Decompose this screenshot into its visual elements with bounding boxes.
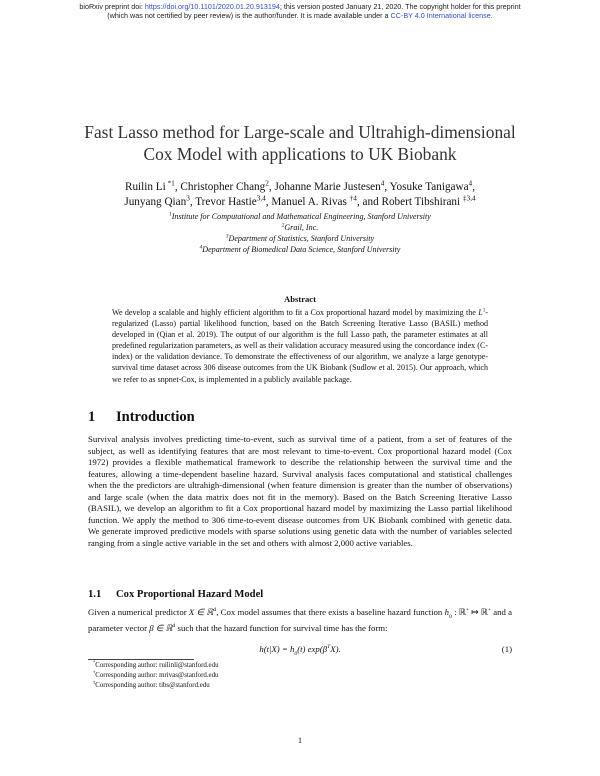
author-name: , Johanne Marie Justesen [268,181,381,193]
section-heading-introduction [88,409,195,426]
author-name: Ruilin Li [125,181,166,193]
preprint-header [0,3,600,20]
subsection-number: 1.1 [88,589,102,600]
abstract-text: We develop a scalable and highly efficient algorithm to fit a Cox proportional hazard model by maximizing the $L^1$-regularized (Lasso) partial likelihood function, based on the Batch Screening Iterative Lasso (BASIL) method developed in (Qian et al. 2019). The output of our algorithm is the full Lasso path, the parameter estimates at all predefined regularization parameters, as well as their validation accuracy measured using the concordance index (C-index) or the validation deviance. To demonstrate the effectiveness of our algorithm, we analyze a large genotype-survival time dataset across 306 disease outcomes from the UK Biobank (Sudlow et al. 2015). Our approach, which we refer to as snpnet-Cox, is implemented in a publicly available package. [112,307,488,384]
author-name: , and Robert Tibshirani [356,195,463,208]
affiliation: $^2$Grail, Inc. [281,222,319,232]
title-line1: Fast Lasso method for Large-scale and Ultrahigh-dimensional [84,122,516,142]
section-title: Introduction [116,409,195,425]
author-list [40,180,560,209]
affiliation: $^4$Department of Biomedical Data Science, Stanford University [199,244,401,254]
preprint-header-line2: (which was not certified by peer review) is the author/funder. It is made available under a CC-BY 4.0 International license. [107,10,493,20]
paper-title [40,121,560,165]
title-line2: Cox Model with applications to UK Biobank [143,144,457,164]
license-link[interactable]: CC-BY 4.0 International license [390,10,491,20]
subsection-heading-cox-model [88,589,263,600]
affiliations [40,211,560,255]
abstract-heading: Abstract [284,294,316,304]
author-name: Junyang Qian [124,195,187,208]
author-line2: Junyang Qian$^3$, Trevor Hastie$^{3,4}$, Manuel A. Rivas $^{\dagger 4}$, and Robert Tibshirani $^{\ddagger 3,4}$ [124,193,476,208]
author-name: , Trevor Hastie [189,195,257,208]
affiliation: $^1$Institute for Computational and Mathematical Engineering, Stanford University [169,211,431,221]
author-line1: Ruilin Li $^{*1}$, Christopher Chang$^2$, Johanne Marie Justesen$^4$, Yosuke Tanigawa$^4$, [125,179,475,193]
footnote: ‡Corresponding author: tibs@stanford.edu [93,679,210,689]
subsection-title: Cox Proportional Hazard Model [116,589,264,600]
author-name: , Yosuke Tanigawa [384,181,469,193]
footnote-rule [88,659,194,660]
preprint-header-line1: bioRxiv preprint doi: https://doi.org/10.1101/2020.01.20.913194; this version posted January 21, 2020. The copyright holder for this preprint [79,2,521,11]
cox-model-paragraph: Given a numerical predictor X ∈ ℝ$^d$, Cox model assumes that there exists a baseline hazard function $h_0$ : ℝ+ ↦ ℝ+ and a parameter vector β ∈ ℝ$^d$ such that the hazard function for survival time has the form: [88,607,512,634]
doi-link[interactable]: https://doi.org/10.1101/2020.01.20.913194 [144,2,280,11]
footnote: †Corresponding author: mrivas@stanford.edu [93,669,219,679]
page-number: 1 [297,735,303,745]
equation-number: (1) [501,644,512,654]
section-number: 1 [88,409,96,425]
author-name: , Manuel A. Rivas [265,195,350,208]
equation-body: $h(t|X) = h_0(t)$ $\exp(\beta^TX)$. [259,644,341,657]
affiliation: $^3$Department of Statistics, Stanford University [225,233,375,243]
author-name: , Christopher Chang [174,181,266,193]
introduction-paragraph: Survival analysis involves predicting time-to-event, such as survival time of a patient, from a set of features of the subject, as well as identifying features that are most relevant to time-to-event. Cox proportional hazard model (Cox 1972) provides a flexible mathematical framework to describe the relationship between the survival time and the features, allowing a time-dependent baseline hazard. Survival analysis faces computational and statistical challenges when the the predictors are ultrahigh-dimensional (when feature dimension is greater than the number of observations) and large scale (when the data matrix does not fit in the memory). Based on the Batch Screening Iterative Lasso (BASIL), we develop an algorithm to fit a Cox proportional hazard model by maximizing the Lasso partial likelihood function. We apply the method to 306 time-to-event disease outcomes from UK Biobank combined with genetic data. We generate improved predictive models with sparse solutions using genetic data with the number of variables selected ranging from a single active variable in the set and others with almost 2,000 active variables. [88,434,512,548]
footnote: *Corresponding author: ruilinli@stanford.edu [93,659,219,669]
